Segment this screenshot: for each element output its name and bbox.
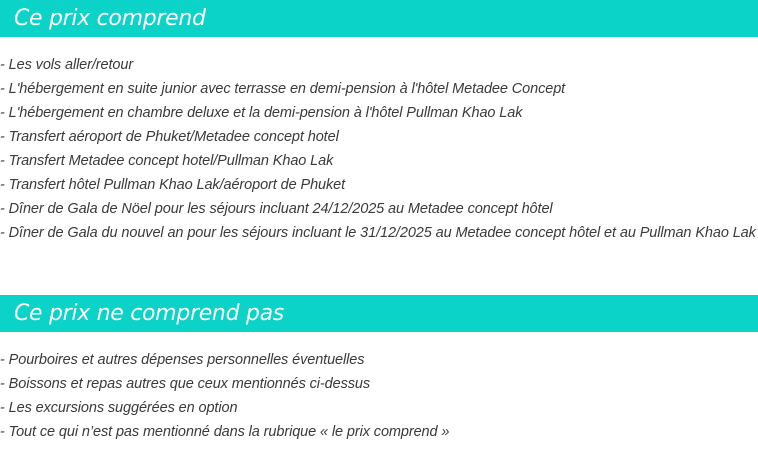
list-item: - Dîner de Gala de Nöel pour les séjours incluant 24/12/2025 au Metadee concept hôtel [0,201,553,217]
list-item: - Les vols aller/retour [0,57,134,73]
excluded-items-list [0,348,758,444]
included-section-title: Ce prix comprend [14,6,206,31]
included-items-list [0,53,758,245]
excluded-section-title: Ce prix ne comprend pas [14,301,284,326]
list-item: - Pourboires et autres dépenses personnelles éventuelles [0,352,365,368]
list-item: - Transfert Metadee concept hotel/Pullman Khao Lak [0,153,334,169]
list-item: - Transfert hôtel Pullman Khao Lak/aéroport de Phuket [0,177,346,193]
list-item: - Dîner de Gala du nouvel an pour les séjours incluant le 31/12/2025 au Metadee concept hôtel et au Pullman Khao Lak [0,225,756,241]
list-item: - Transfert aéroport de Phuket/Metadee concept hotel [0,129,339,145]
list-item: - L'hébergement en suite junior avec terrasse en demi-pension à l'hôtel Metadee Concept [0,81,566,97]
list-item: - Boissons et repas autres que ceux mentionnés ci-dessus [0,376,370,392]
excluded-section-header [0,295,758,332]
included-section-header [0,0,758,37]
list-item: - Les excursions suggérées en option [0,400,238,416]
list-item: - Tout ce qui n’est pas mentionné dans la rubrique « le prix comprend » [0,424,450,440]
list-item: - L'hébergement en chambre deluxe et la demi-pension à l'hôtel Pullman Khao Lak [0,105,523,121]
